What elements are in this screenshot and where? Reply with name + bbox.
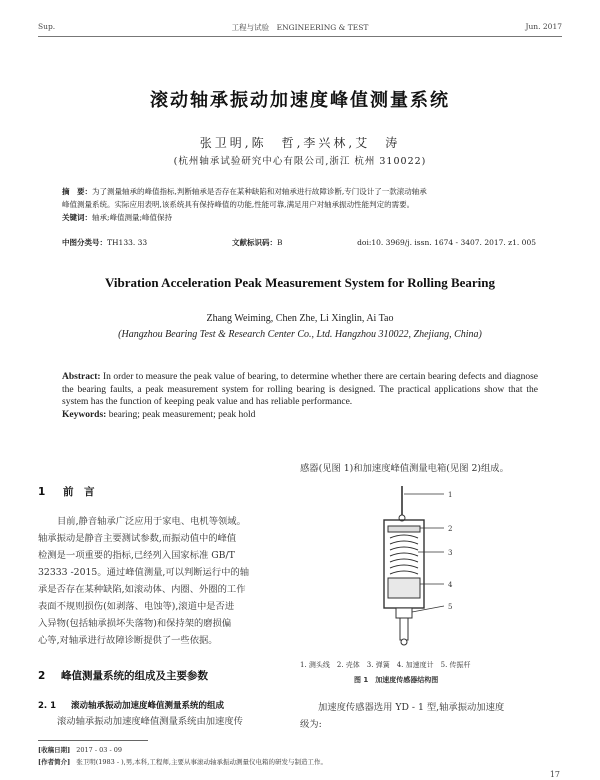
right-col-bottom-line1: 加速度传感器选用 YD - 1 型,轴承振动加速度 bbox=[318, 702, 505, 713]
figure1-label-3: 3 bbox=[448, 549, 453, 557]
rod-collar bbox=[396, 608, 412, 618]
section1-number: 1 bbox=[38, 486, 46, 498]
clc-label: 中图分类号： bbox=[62, 238, 107, 247]
abstract-cn-line1: 为了测量轴承的峰值指标,判断轴承是否存在某种缺陷和对轴承进行故障诊断,专门设计了一款滚动轴承 bbox=[92, 187, 427, 196]
clc-line bbox=[62, 236, 147, 249]
section1-heading bbox=[38, 484, 94, 499]
footnote-author bbox=[38, 757, 568, 766]
page-number: 17 bbox=[549, 770, 560, 779]
author-label: [作者简介] bbox=[38, 758, 71, 766]
figure1-label-1: 1 bbox=[448, 491, 453, 499]
spring-coil bbox=[390, 535, 418, 574]
header-rule bbox=[38, 36, 562, 37]
abstract-en-text: In order to measure the peak value of bearing, to determine whether there are certain bearing defects and diagnose the bearing faults, a peak measurement system for rolling bearing is designed. The practical applications show that the system has the function of keeping peak value and has reliable performance. bbox=[62, 372, 539, 408]
figure1-diagram bbox=[372, 480, 472, 650]
figure1-legend: 1. 测头线 2. 壳体 3. 弹簧 4. 加速度计 5. 传振杆 bbox=[300, 661, 471, 669]
authors-en: Zhang Weiming, Chen Zhe, Li Xinglin, Ai Tao bbox=[206, 313, 394, 324]
section1-line: 心等,对轴承进行故障诊断提供了一些依据。 bbox=[38, 635, 218, 646]
subsection-title: 滚动轴承振动加速度峰值测量系统的组成 bbox=[71, 701, 225, 711]
right-col-top-line: 感器(见图 1)和加速度峰值测量电箱(见图 2)组成。 bbox=[300, 463, 509, 474]
doc-code-value: B bbox=[277, 238, 283, 247]
housing-cap bbox=[388, 526, 420, 532]
affiliation-en: (Hangzhou Bearing Test & Research Center Co., Ltd. Hangzhou 310022, Zhejiang, China) bbox=[118, 329, 482, 340]
received-label: [收稿日期] bbox=[38, 746, 71, 754]
section1-line: 入异物(包括轴承损坏失落物)和保持架的磨损偏 bbox=[38, 618, 232, 629]
authors-cn: 张卫明,陈 哲,李兴林,艾 涛 bbox=[199, 136, 401, 150]
keywords-en-label: Keywords: bbox=[62, 409, 107, 420]
doc-code-line bbox=[232, 236, 283, 249]
header-right: Jun. 2017 bbox=[525, 22, 562, 31]
keywords-cn: 轴承;峰值测量;峰值保持 bbox=[92, 213, 173, 222]
abstract-en bbox=[62, 371, 538, 421]
abstract-cn bbox=[62, 185, 542, 224]
keywords-cn-label: 关键词： bbox=[62, 213, 92, 222]
figure1-caption: 图 1 加速度传感器结构图 bbox=[354, 676, 439, 684]
subsection-number: 2. 1 bbox=[38, 701, 57, 711]
doi: doi:10. 3969/j. issn. 1674 - 3407. 2017. z1. 005 bbox=[357, 238, 536, 247]
subsection-2-1-heading bbox=[38, 699, 224, 711]
section2-title: 峰值测量系统的组成及主要参数 bbox=[60, 670, 208, 682]
section2-heading bbox=[38, 668, 208, 683]
right-col-bottom-line2: 级为: bbox=[300, 719, 322, 730]
header-left: Sup. bbox=[38, 22, 56, 31]
rod-tip bbox=[401, 639, 407, 645]
header-center: 工程与试验 ENGINEERING & TEST bbox=[231, 23, 369, 32]
section1-title: 前 言 bbox=[62, 486, 95, 498]
footnote-rule bbox=[38, 740, 148, 741]
figure1-label-4: 4 bbox=[448, 581, 453, 589]
affiliation-cn: (杭州轴承试验研究中心有限公司,浙江 杭州 310022) bbox=[173, 156, 427, 167]
received-date: 2017 - 03 - 09 bbox=[76, 746, 122, 754]
section1-line: 32333 -2015。通过峰值测量,可以判断运行中的轴 bbox=[38, 567, 250, 578]
keywords-en: bearing; peak measurement; peak hold bbox=[108, 409, 256, 420]
section1-line: 目前,静音轴承广泛应用于家电、电机等领域。 bbox=[57, 516, 246, 527]
figure1-label-5: 5 bbox=[448, 603, 453, 611]
title-cn: 滚动轴承振动加速度峰值测量系统 bbox=[150, 90, 450, 111]
section1-paragraph bbox=[38, 513, 300, 649]
section2-number: 2 bbox=[38, 670, 46, 682]
abstract-cn-label: 摘 要： bbox=[62, 187, 92, 196]
abstract-en-label: Abstract: bbox=[62, 372, 101, 382]
section1-line: 承是否存在某种缺陷,如滚动体、内圈、外圈的工作 bbox=[38, 584, 246, 595]
accelerometer-block bbox=[388, 578, 420, 598]
transmission-rod bbox=[400, 618, 408, 640]
footnote-received bbox=[38, 745, 122, 754]
doc-code-label: 文献标识码： bbox=[232, 238, 277, 247]
section1-line: 检测是一项重要的指标,已经列入国家标准 GB/T bbox=[38, 550, 235, 561]
title-en: Vibration Acceleration Peak Measurement System for Rolling Bearing bbox=[104, 275, 496, 290]
author-bio: 张卫明(1983 - ),男,本科,工程师,主要从事滚动轴承振动测量仪电箱的研发与制造工作。 bbox=[76, 758, 327, 766]
abstract-cn-line2: 峰值测量系统。实际应用表明,该系统具有保持峰值的功能,性能可靠,满足用户对轴承振动性能判定的需要。 bbox=[62, 200, 415, 209]
section2-line: 滚动轴承振动加速度峰值测量系统由加速度传 bbox=[57, 716, 243, 727]
clc-value: TH133. 33 bbox=[107, 238, 148, 247]
figure1-label-2: 2 bbox=[448, 525, 453, 533]
section1-line: 轴承振动是静音主要测试参数,而振动值中的峰值 bbox=[38, 533, 237, 544]
section1-line: 表面不规则损伤(如剥落、电蚀等),滚道中是否进 bbox=[38, 601, 235, 612]
